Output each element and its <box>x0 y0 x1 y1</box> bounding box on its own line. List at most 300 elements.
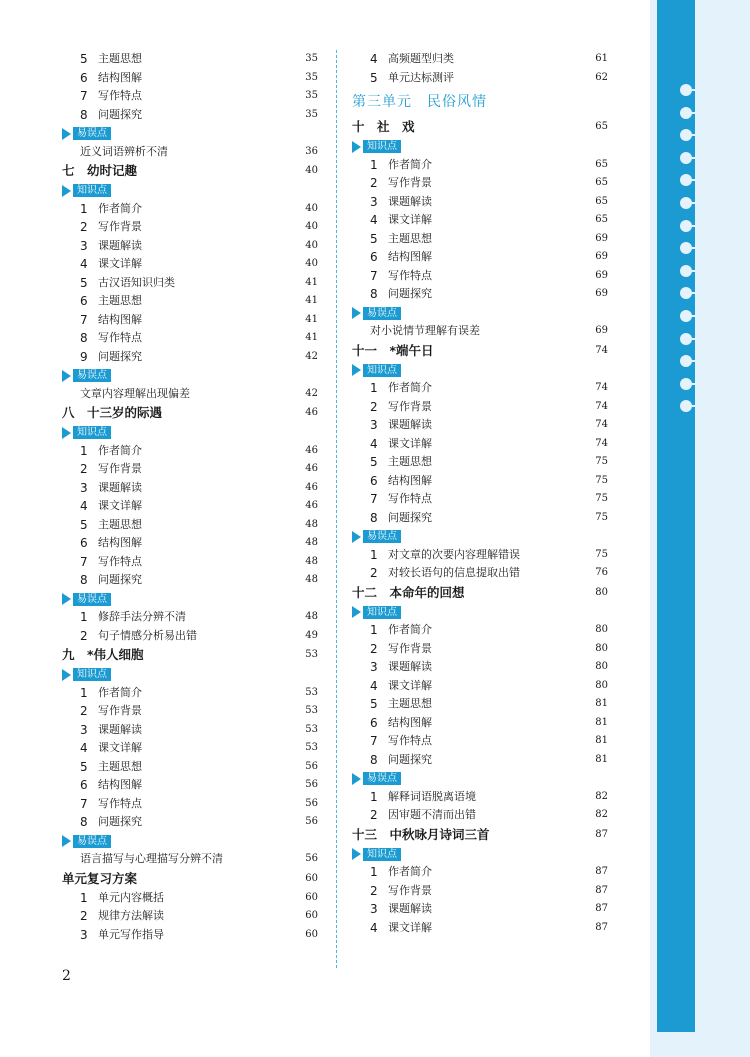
play-triangle-icon <box>62 593 71 605</box>
knowledge-tag <box>62 181 318 200</box>
item-title: 作者简介 <box>388 381 432 394</box>
page-ref: 87 <box>595 884 608 896</box>
item-title: 结构图解 <box>98 70 142 84</box>
toc-item[interactable] <box>62 813 318 832</box>
knowledge-tag <box>62 423 318 442</box>
item-title: 写作背景 <box>98 220 142 233</box>
tag-badge <box>352 307 401 320</box>
toc-note[interactable] <box>352 322 608 341</box>
item-number: 1 <box>80 685 88 700</box>
page-ref: 69 <box>595 269 608 281</box>
item-number: 6 <box>370 250 378 264</box>
toc-item[interactable] <box>62 311 318 330</box>
toc-item[interactable] <box>352 453 608 472</box>
page-ref: 81 <box>595 698 608 709</box>
tag-badge <box>62 835 111 848</box>
page-ref: 61 <box>595 53 608 64</box>
column-divider <box>336 50 337 968</box>
toc-item[interactable] <box>62 571 318 590</box>
item-number: 6 <box>80 536 88 550</box>
page-ref: 46 <box>305 407 318 418</box>
play-triangle-icon <box>352 606 361 618</box>
toc-item[interactable] <box>352 435 608 454</box>
page-number: 2 <box>62 968 71 984</box>
page-ref: 53 <box>305 723 318 735</box>
tag-badge <box>62 369 111 382</box>
toc-item[interactable] <box>62 758 318 777</box>
toc-item[interactable] <box>62 106 318 125</box>
error-tag <box>352 527 608 546</box>
item-number: 1 <box>370 623 378 637</box>
item-title: 主题思想 <box>98 759 142 773</box>
toc-item[interactable] <box>352 398 608 417</box>
toc-item[interactable] <box>62 608 318 627</box>
item-number: 2 <box>370 566 378 580</box>
knowledge-tag <box>352 137 608 156</box>
item-title: 作者简介 <box>98 443 142 457</box>
item-title: 写作特点 <box>388 268 432 282</box>
chapter-heading[interactable] <box>352 825 608 845</box>
page-ref: 46 <box>305 444 318 456</box>
toc-item[interactable] <box>62 721 318 740</box>
page-ref: 60 <box>305 928 318 940</box>
toc-item[interactable] <box>352 379 608 398</box>
item-number: 4 <box>370 678 378 693</box>
binder-ring-line <box>686 179 712 181</box>
page-ref: 53 <box>305 705 318 716</box>
toc-item[interactable] <box>62 200 318 219</box>
tag-label: 知识点 <box>73 426 111 439</box>
toc-item[interactable] <box>352 788 608 807</box>
toc-item[interactable] <box>352 621 608 640</box>
item-title: 主题思想 <box>388 231 432 245</box>
tag-badge <box>62 668 111 681</box>
tag-label: 知识点 <box>363 848 401 861</box>
item-title: 写作背景 <box>388 883 432 897</box>
page-ref: 75 <box>595 511 608 523</box>
item-number: 8 <box>370 752 378 767</box>
binder-ring-line <box>686 225 712 227</box>
item-title: 主题思想 <box>388 455 432 468</box>
toc-item[interactable] <box>352 285 608 304</box>
page-ref: 80 <box>595 624 608 635</box>
toc-item[interactable] <box>62 348 318 367</box>
toc-item[interactable] <box>62 460 318 479</box>
play-triangle-icon <box>352 531 361 543</box>
tag-badge <box>352 530 401 543</box>
chapter-title: 八 十三岁的际遇 <box>62 405 163 420</box>
toc-item[interactable] <box>62 553 318 572</box>
item-number: 8 <box>80 107 88 122</box>
page-ref: 46 <box>305 481 318 493</box>
page-ref: 65 <box>595 177 608 188</box>
toc-item[interactable] <box>352 174 608 193</box>
page-ref: 56 <box>305 816 318 827</box>
toc-item[interactable] <box>352 882 608 901</box>
play-triangle-icon <box>62 669 71 681</box>
binder-ring-line <box>686 89 712 91</box>
page-ref: 81 <box>595 735 608 746</box>
item-number: 8 <box>80 815 88 829</box>
page-ref: 56 <box>305 797 318 809</box>
toc-item[interactable] <box>62 889 318 908</box>
binder-ring-line <box>686 405 712 407</box>
page-ref: 75 <box>595 548 608 560</box>
page-ref: 53 <box>305 649 318 660</box>
item-number: 5 <box>80 52 88 66</box>
page-ref: 81 <box>595 716 608 728</box>
item-number: 7 <box>80 796 88 811</box>
page-ref: 69 <box>595 232 608 244</box>
chapter-heading[interactable] <box>62 403 318 423</box>
page-ref: 82 <box>595 790 608 802</box>
tag-badge <box>62 593 111 606</box>
chapter-title: 十三 中秋咏月诗词三首 <box>352 826 490 842</box>
item-number: 8 <box>370 510 378 525</box>
toc-item[interactable] <box>62 739 318 758</box>
item-title: 结构图解 <box>388 473 432 487</box>
tag-badge <box>352 606 401 619</box>
tag-badge <box>352 772 401 785</box>
toc-item[interactable] <box>352 546 608 565</box>
tag-label: 易误点 <box>73 835 111 848</box>
toc-item[interactable] <box>352 156 608 175</box>
toc-item[interactable] <box>352 69 608 88</box>
knowledge-tag <box>352 845 608 864</box>
toc-item[interactable] <box>352 564 608 583</box>
item-number: 8 <box>370 287 378 301</box>
toc-note[interactable] <box>62 143 318 162</box>
page-ref: 40 <box>305 221 318 232</box>
toc-item[interactable] <box>62 776 318 795</box>
item-title: 问题探究 <box>388 752 432 766</box>
toc-column-left <box>62 50 318 944</box>
page-ref: 82 <box>595 809 608 820</box>
item-title: 主题思想 <box>98 52 142 65</box>
toc-item[interactable] <box>62 87 318 106</box>
page-ref: 60 <box>305 891 318 903</box>
toc-column-right <box>352 50 608 937</box>
toc-item[interactable] <box>62 292 318 311</box>
chapter-heading[interactable] <box>352 117 608 137</box>
page-ref: 53 <box>305 686 318 698</box>
item-title: 主题思想 <box>98 517 142 531</box>
item-number: 3 <box>80 927 88 942</box>
item-title: 作者简介 <box>388 865 432 878</box>
toc-item[interactable] <box>62 255 318 274</box>
toc-item[interactable] <box>352 732 608 751</box>
item-title: 单元写作指导 <box>98 927 164 941</box>
item-title: 写作背景 <box>98 462 142 475</box>
item-title: 作者简介 <box>98 685 142 699</box>
toc-item[interactable] <box>62 534 318 553</box>
page-ref: 75 <box>595 456 608 467</box>
toc-item[interactable] <box>62 274 318 293</box>
item-title: 问题探究 <box>98 349 142 363</box>
item-number: 4 <box>80 257 88 271</box>
item-title: 课文详解 <box>98 257 142 270</box>
knowledge-tag <box>62 665 318 684</box>
toc-item[interactable] <box>352 267 608 286</box>
chapter-heading[interactable] <box>62 645 318 665</box>
page-ref: 74 <box>595 382 608 393</box>
toc-item[interactable] <box>352 658 608 677</box>
item-title: 高频题型归类 <box>388 52 454 65</box>
item-number: 1 <box>370 547 378 562</box>
unit-heading: 第三单元 民俗风情 <box>352 94 487 110</box>
item-title: 课文详解 <box>388 213 432 226</box>
tag-label: 易误点 <box>73 127 111 140</box>
tag-badge <box>62 426 111 439</box>
play-triangle-icon <box>352 364 361 376</box>
toc-item[interactable] <box>62 684 318 703</box>
tag-label: 知识点 <box>363 606 401 619</box>
tag-label: 易误点 <box>73 369 111 382</box>
item-title: 写作背景 <box>388 641 432 655</box>
item-number: 5 <box>370 231 378 246</box>
item-number: 1 <box>370 157 378 172</box>
item-title: 单元内容概括 <box>98 890 164 904</box>
page-ref: 69 <box>595 325 608 336</box>
play-triangle-icon <box>62 185 71 197</box>
item-number: 2 <box>370 399 378 414</box>
toc-item[interactable] <box>352 863 608 882</box>
item-number: 6 <box>80 294 88 308</box>
page-ref: 40 <box>305 165 318 176</box>
page-ref: 65 <box>595 214 608 225</box>
item-title: 课文详解 <box>388 920 432 934</box>
toc-item[interactable] <box>352 472 608 491</box>
item-number: 4 <box>370 52 378 66</box>
toc-item[interactable] <box>352 509 608 528</box>
chapter-title: 九 *伟人细胞 <box>62 647 144 662</box>
page-ref: 56 <box>305 760 318 772</box>
item-number: 4 <box>370 920 378 935</box>
toc-item[interactable] <box>62 702 318 721</box>
item-number: 5 <box>80 759 88 774</box>
item-title: 写作特点 <box>98 89 142 102</box>
chapter-title: 七 幼时记趣 <box>62 163 138 178</box>
page-ref: 35 <box>305 71 318 83</box>
item-number: 3 <box>370 194 378 209</box>
play-triangle-icon <box>352 848 361 860</box>
item-number: 3 <box>370 418 378 432</box>
item-number: 4 <box>80 741 88 755</box>
page-ref: 40 <box>305 239 318 251</box>
error-tag <box>62 124 318 143</box>
toc-item[interactable] <box>62 907 318 926</box>
toc-item[interactable] <box>352 900 608 919</box>
tag-label: 知识点 <box>73 184 111 197</box>
binder-ring-line <box>686 112 712 114</box>
toc-item[interactable] <box>352 211 608 230</box>
item-number: 3 <box>80 722 88 737</box>
item-number: 8 <box>80 573 88 587</box>
page-ref: 81 <box>595 753 608 765</box>
play-triangle-icon <box>62 370 71 382</box>
item-title: 课文详解 <box>388 678 432 692</box>
page-ref: 41 <box>305 313 318 325</box>
toc-item[interactable] <box>352 806 608 825</box>
toc-item[interactable] <box>352 230 608 249</box>
item-title: 写作背景 <box>388 176 432 189</box>
item-number: 5 <box>370 697 378 711</box>
page-ref: 65 <box>595 121 608 132</box>
item-title: 课题解读 <box>388 194 432 208</box>
page-ref: 41 <box>305 295 318 306</box>
page-ref: 75 <box>595 493 608 504</box>
chapter-heading[interactable] <box>62 161 318 181</box>
page-ref: 35 <box>305 108 318 120</box>
chapter-heading[interactable] <box>62 869 318 889</box>
item-title: 课题解读 <box>98 480 142 494</box>
item-number: 7 <box>370 268 378 283</box>
tag-label: 知识点 <box>363 364 401 377</box>
page-ref: 48 <box>305 555 318 567</box>
page-ref: 35 <box>305 90 318 101</box>
item-number: 1 <box>80 201 88 216</box>
binder-ring-line <box>686 338 712 340</box>
play-triangle-icon <box>62 427 71 439</box>
toc-note[interactable] <box>62 385 318 404</box>
page-ref: 87 <box>595 866 608 877</box>
item-number: 3 <box>370 902 378 916</box>
page-ref: 40 <box>305 258 318 269</box>
item-title: 因审题不清而出错 <box>388 808 476 821</box>
item-number: 1 <box>80 443 88 458</box>
item-title: 写作特点 <box>98 796 142 810</box>
item-title: 对较长语句的信息提取出错 <box>388 566 520 579</box>
page-ref: 69 <box>595 288 608 299</box>
toc-item[interactable] <box>62 497 318 516</box>
toc-item[interactable] <box>62 218 318 237</box>
page-ref: 60 <box>305 910 318 921</box>
item-number: 1 <box>80 890 88 905</box>
toc-item[interactable] <box>62 237 318 256</box>
page-ref: 49 <box>305 629 318 641</box>
item-number: 5 <box>80 517 88 532</box>
tag-label: 知识点 <box>363 140 401 153</box>
item-number: 2 <box>80 462 88 476</box>
binder-ring-line <box>686 270 712 272</box>
item-number: 7 <box>370 734 378 748</box>
toc-item[interactable] <box>62 479 318 498</box>
item-number: 4 <box>370 436 378 451</box>
toc-item[interactable] <box>62 627 318 646</box>
page-ref: 48 <box>305 518 318 530</box>
item-title: 写作特点 <box>98 554 142 568</box>
toc-item[interactable] <box>62 329 318 348</box>
item-number: 2 <box>370 176 378 190</box>
page-ref: 74 <box>595 437 608 449</box>
toc-item[interactable] <box>62 50 318 69</box>
binder-ring-line <box>686 247 712 249</box>
page-ref: 36 <box>305 145 318 157</box>
chapter-title: 十 社 戏 <box>352 119 415 134</box>
toc-item[interactable] <box>352 695 608 714</box>
toc-item[interactable] <box>62 926 318 945</box>
page-ref: 48 <box>305 537 318 548</box>
item-number: 3 <box>80 480 88 495</box>
page-ref: 42 <box>305 350 318 362</box>
item-number: 2 <box>370 883 378 898</box>
item-title: 课题解读 <box>98 722 142 736</box>
item-number: 3 <box>80 238 88 253</box>
chapter-heading[interactable] <box>352 583 608 603</box>
item-title: 课题解读 <box>388 660 432 673</box>
error-tag <box>62 832 318 851</box>
page-ref: 48 <box>305 611 318 622</box>
toc-item[interactable] <box>352 714 608 733</box>
toc-item[interactable] <box>352 677 608 696</box>
item-number: 7 <box>80 89 88 103</box>
toc-item[interactable] <box>352 490 608 509</box>
page-ref: 62 <box>595 71 608 83</box>
toc-item[interactable] <box>62 69 318 88</box>
item-title: 结构图解 <box>388 715 432 729</box>
error-tag <box>62 366 318 385</box>
item-title: 问题探究 <box>98 107 142 121</box>
item-number: 4 <box>370 213 378 227</box>
item-title: 写作背景 <box>388 399 432 413</box>
item-title: 问题探究 <box>388 510 432 524</box>
toc-item[interactable] <box>352 919 608 938</box>
chapter-heading[interactable] <box>352 341 608 361</box>
toc-item[interactable] <box>62 442 318 461</box>
toc-item[interactable] <box>352 640 608 659</box>
page-ref: 56 <box>305 779 318 790</box>
page-ref: 48 <box>305 574 318 585</box>
item-title: 课文详解 <box>388 436 432 450</box>
item-number: 1 <box>370 789 378 804</box>
item-title: 问题探究 <box>388 287 432 300</box>
item-title: 古汉语知识归类 <box>98 275 175 289</box>
page-ref: 42 <box>305 387 318 399</box>
item-title: 主题思想 <box>388 697 432 710</box>
item-number: 2 <box>370 808 378 822</box>
item-title: 作者简介 <box>388 623 432 636</box>
toc-item[interactable] <box>352 248 608 267</box>
page-ref: 41 <box>305 276 318 288</box>
item-number: 5 <box>370 70 378 85</box>
item-title: 结构图解 <box>98 778 142 791</box>
item-number: 7 <box>80 312 88 327</box>
item-title: 写作特点 <box>98 331 142 344</box>
chapter-title: 单元复习方案 <box>62 870 138 886</box>
item-title: 单元达标测评 <box>388 70 454 84</box>
binder-ring-line <box>686 360 712 362</box>
item-number: 2 <box>370 641 378 656</box>
toc-item[interactable] <box>352 751 608 770</box>
item-number: 6 <box>370 473 378 488</box>
toc-item[interactable] <box>62 516 318 535</box>
toc-item[interactable] <box>352 50 608 69</box>
toc-item[interactable] <box>62 795 318 814</box>
tag-label: 易误点 <box>363 530 401 543</box>
tag-badge <box>352 848 401 861</box>
item-title: 结构图解 <box>98 312 142 326</box>
page-ref: 35 <box>305 53 318 64</box>
item-number: 3 <box>370 660 378 674</box>
binder-ring-line <box>686 157 712 159</box>
toc-item[interactable] <box>352 193 608 212</box>
tag-label: 易误点 <box>363 772 401 785</box>
toc-item[interactable] <box>352 416 608 435</box>
tag-badge <box>62 184 111 197</box>
item-title: 课文详解 <box>98 741 142 754</box>
toc-note[interactable] <box>62 850 318 869</box>
item-title: 结构图解 <box>98 536 142 549</box>
